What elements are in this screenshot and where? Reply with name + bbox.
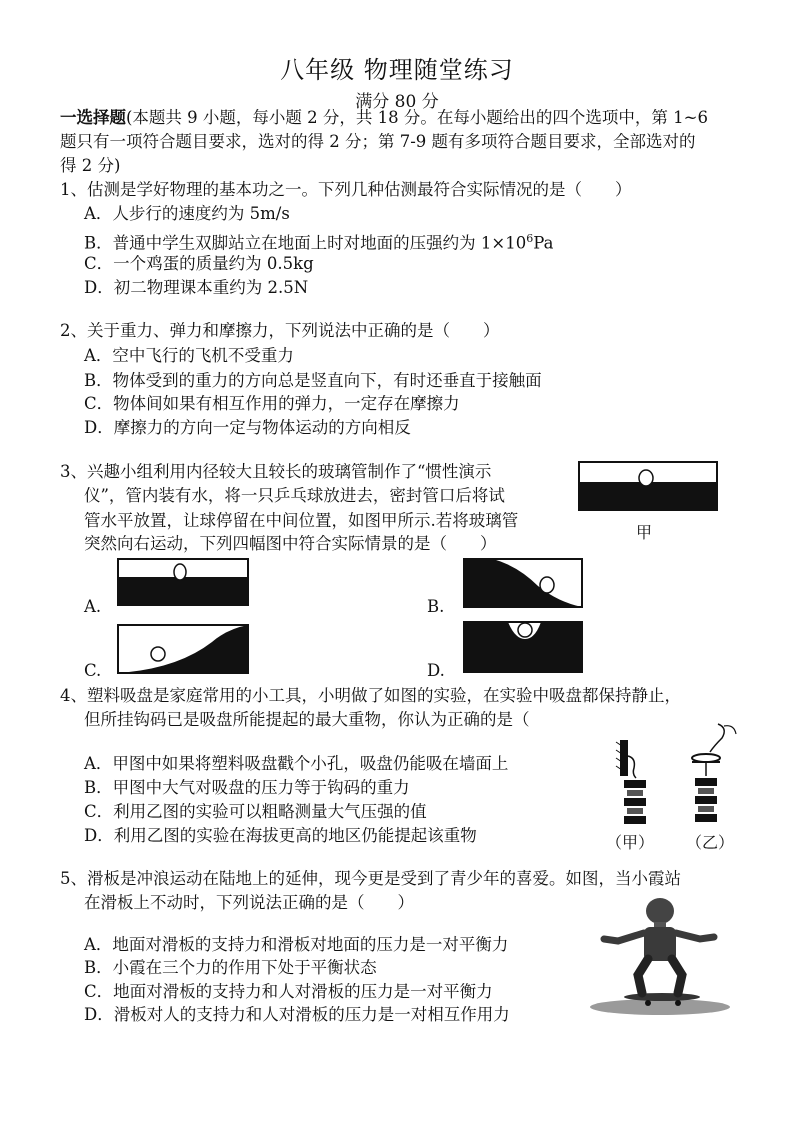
q3-option-b-figure <box>463 558 583 608</box>
q3-option-d-figure <box>463 621 583 673</box>
q5-option-c: C．地面对滑板的支持力和人对滑板的压力是一对平衡力 <box>84 982 493 1001</box>
q2-option-d: D．摩擦力的方向一定与物体运动的方向相反 <box>84 418 411 437</box>
q1-option-b-exponent: 6 <box>526 232 534 245</box>
q4-option-c: C．利用乙图的实验可以粗略测量大气压强的值 <box>84 802 427 821</box>
q3-stem-line4: 突然向右运动，下列四幅图中符合实际情景的是（ ） <box>84 534 497 553</box>
section-instructions-text: (本题共 9 小题，每小题 2 分，共 18 分。在每小题给出的四个选项中，第 1~6 <box>126 108 708 127</box>
q5-figure-skateboarder <box>588 895 738 1020</box>
q2-stem: 2、关于重力、弹力和摩擦力，下列说法中正确的是（ ） <box>60 321 500 340</box>
full-score: 满分 80 分 <box>355 92 439 112</box>
q5-option-a: A．地面对滑板的支持力和滑板对地面的压力是一对平衡力 <box>84 935 509 954</box>
q1-stem: 1、估测是学好物理的基本功之一。下列几种估测最符合实际情况的是（ ） <box>60 180 632 199</box>
q1-option-d: D．初二物理课本重约为 2.5N <box>84 278 309 297</box>
q3-stem-line3: 管水平放置，让球停留在中间位置，如图甲所示.若将玻璃管 <box>84 511 519 530</box>
q4-option-d: D．利用乙图的实验在海拔更高的地区仍能提起该重物 <box>84 826 477 845</box>
q4-figure-jia-label: （甲） <box>606 833 655 852</box>
q4-stem-line2: 但所挂钩码已是吸盘所能提起的最大重物，你认为正确的是（ <box>84 710 530 729</box>
section-instructions-line3: 得 2 分) <box>60 156 121 175</box>
q3-figure-jia <box>578 461 718 511</box>
q3-option-d-label: D. <box>427 661 445 680</box>
q3-option-a-figure <box>117 558 249 606</box>
q5-stem-line2: 在滑板上不动时，下列说法正确的是（ ） <box>84 893 414 912</box>
q1-option-c: C．一个鸡蛋的质量约为 0.5kg <box>84 254 314 273</box>
section-instructions-line2: 题只有一项符合题目要求，选对的得 2 分；第 7-9 题有多项符合题目要求，全部选对的 <box>60 132 696 151</box>
q5-option-d: D．滑板对人的支持力和人对滑板的压力是一对相互作用力 <box>84 1005 510 1024</box>
q3-option-a-label: A. <box>84 597 102 616</box>
q3-option-c-figure <box>117 624 249 674</box>
q2-option-a: A．空中飞行的飞机不受重力 <box>84 346 294 365</box>
page-title: 八年级 物理随堂练习 <box>280 56 514 84</box>
q5-stem-line1: 5、滑板是冲浪运动在陆地上的延伸，现今更是受到了青少年的喜爱。如图，当小霞站 <box>60 869 681 888</box>
q1-option-b <box>84 228 553 255</box>
q3-stem-line1: 3、兴趣小组利用内径较大且较长的玻璃管制作了“惯性演示 <box>60 462 492 481</box>
q4-option-a: A．甲图中如果将塑料吸盘戳个小孔，吸盘仍能吸在墙面上 <box>84 754 509 773</box>
q4-option-b: B．甲图中大气对吸盘的压力等于钩码的重力 <box>84 778 410 797</box>
section-heading: 一选择题 <box>60 108 126 127</box>
q2-option-b: B．物体受到的重力的方向总是竖直向下，有时还垂直于接触面 <box>84 371 542 390</box>
q3-option-c-label: C. <box>84 661 102 680</box>
q5-option-b: B．小霞在三个力的作用下处于平衡状态 <box>84 958 377 977</box>
q4-figure-jia <box>614 738 654 828</box>
q3-figure-jia-label: 甲 <box>636 523 653 542</box>
q3-option-b-label: B. <box>427 597 445 616</box>
q1-option-b-unit: Pa <box>533 233 554 253</box>
q3-stem-line2: 仪”，管内装有水，将一只乒乓球放进去，密封管口后将试 <box>84 486 505 505</box>
q4-stem-line1: 4、塑料吸盘是家庭常用的小工具，小明做了如图的实验，在实验中吸盘都保持静止， <box>60 686 681 705</box>
section-instructions-line1 <box>60 107 708 129</box>
q1-option-a: A．人步行的速度约为 5m/s <box>84 204 290 223</box>
q1-option-b-text: B．普通中学生双脚站立在地面上时对地面的压强约为 1×10 <box>84 233 527 253</box>
q2-option-c: C．物体间如果有相互作用的弹力，一定存在摩擦力 <box>84 394 460 413</box>
q4-figure-yi-label: （乙） <box>686 833 735 852</box>
q4-figure-yi <box>688 722 740 828</box>
